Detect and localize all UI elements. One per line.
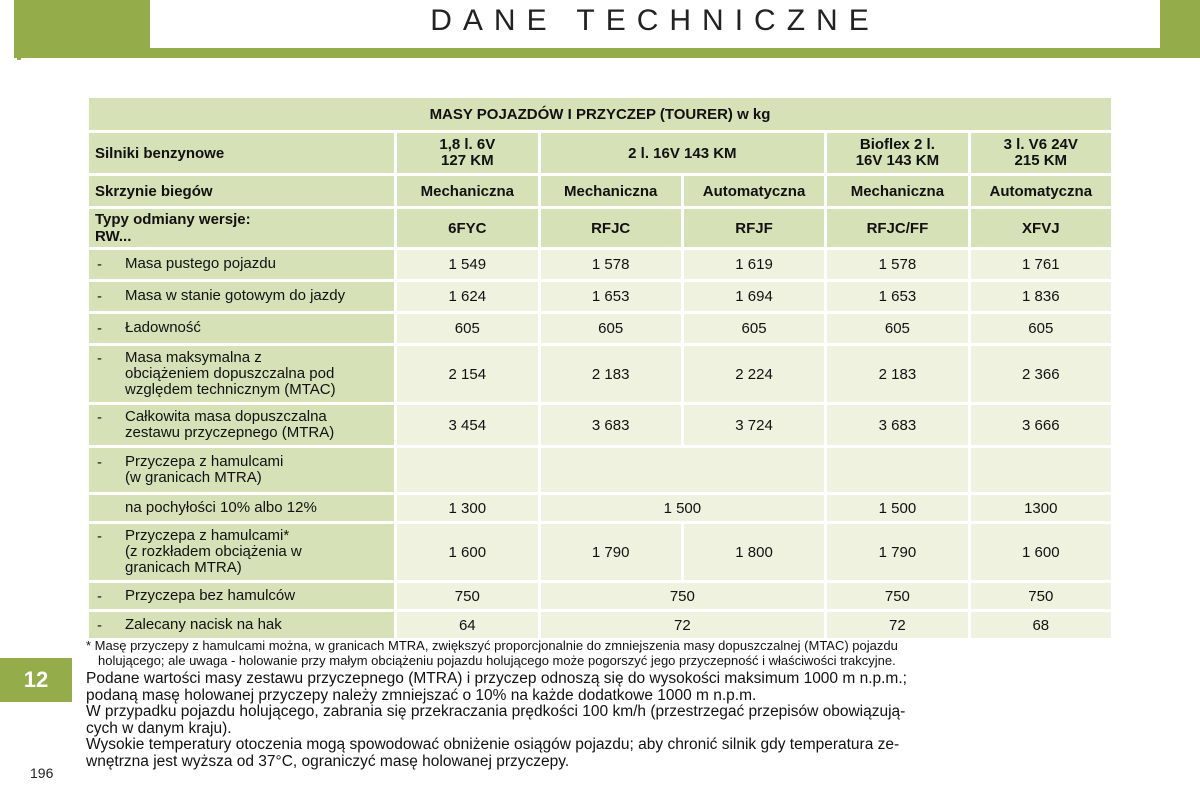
row-dash: -	[97, 454, 102, 471]
value-cell: 72	[827, 612, 967, 638]
row-label-text: na pochyłości 10% albo 12%	[125, 499, 317, 516]
table-row	[89, 583, 1111, 609]
row-dash: -	[97, 409, 102, 426]
types-row	[89, 209, 1111, 247]
table-row	[89, 346, 1111, 402]
table-title-row	[89, 98, 1111, 130]
row-label	[89, 448, 394, 492]
gearbox-label: Skrzynie biegów	[89, 176, 394, 206]
engine-1-line1: 1,8 l. 6V	[439, 136, 496, 153]
value-cell: 2 366	[971, 346, 1111, 402]
row-label	[89, 524, 394, 580]
row-label	[89, 314, 394, 343]
row-label-text: Zalecany nacisk na hak	[125, 615, 282, 633]
gearbox-cell: Automatyczna	[684, 176, 824, 206]
row-label-text: obciążeniem dopuszczalna pod	[125, 365, 335, 382]
value-cell: 750	[827, 583, 967, 609]
value-cell	[827, 448, 967, 492]
value-cell: 605	[684, 314, 824, 343]
engine-col-1	[397, 133, 537, 173]
value-cell: 1 549	[397, 250, 537, 279]
value-cell: 3 666	[971, 405, 1111, 445]
value-cell: 3 683	[827, 405, 967, 445]
row-dash: -	[97, 350, 102, 367]
value-cell: 1 624	[397, 282, 537, 311]
value-cell: 1 836	[971, 282, 1111, 311]
table-row	[89, 314, 1111, 343]
engine-col-4	[971, 133, 1111, 173]
row-label-text: Przyczepa z hamulcami	[125, 453, 284, 470]
table-row	[89, 250, 1111, 279]
row-label	[89, 346, 394, 402]
value-cell: 1 300	[397, 495, 537, 521]
value-cell	[971, 448, 1111, 492]
row-dash: -	[97, 587, 102, 605]
value-cell: 1 578	[827, 250, 967, 279]
row-label-text: Całkowita masa dopuszczalna	[125, 408, 327, 425]
row-label-text: Masa maksymalna z	[125, 349, 262, 366]
row-dash: -	[97, 616, 102, 634]
paragraph-line: W przypadku pojazdu holującego, zabrania się przekraczania prędkości 100 km/h (przestrzegać przepisów obowiązują-	[86, 703, 906, 720]
gearbox-cell: Mechaniczna	[541, 176, 681, 206]
value-cell: 1 619	[684, 250, 824, 279]
value-cell: 2 183	[827, 346, 967, 402]
value-cell: 1 600	[971, 524, 1111, 580]
info-paragraph	[86, 671, 1114, 770]
engine-4-line1: 3 l. V6 24V	[1003, 136, 1078, 153]
value-cell: 1 500	[827, 495, 967, 521]
table-row	[89, 524, 1111, 580]
row-label-text: (w granicach MTRA)	[125, 469, 262, 486]
row-dash: -	[97, 320, 102, 337]
type-cell: RFJF	[684, 209, 824, 247]
paragraph-line: wnętrzna jest wyższa od 37°C, ograniczyć masę holowanej przyczepy.	[86, 752, 570, 770]
row-label-text: zestawu przyczepnego (MTRA)	[125, 424, 335, 441]
value-cell: 1 761	[971, 250, 1111, 279]
table-title: MASY POJAZDÓW I PRZYCZEP (TOURER) w kg	[89, 98, 1111, 130]
paragraph-line: podaną masę holowanej przyczepy należy zmniejszać o 10% na każde dodatkowe 1000 m n.p.m.	[86, 686, 757, 704]
gearbox-cell: Mechaniczna	[827, 176, 967, 206]
row-label-text: Masa pustego pojazdu	[125, 255, 276, 272]
row-label	[89, 250, 394, 279]
table-row	[89, 495, 1111, 521]
type-cell: 6FYC	[397, 209, 537, 247]
page-title: DANE TECHNICZNE	[430, 4, 880, 37]
footnote-line: * Masę przyczepy z hamulcami można, w granicach MTRA, zwiększyć proporcjonalnie do zmniejszenia masy dopuszczalnej (MTAC) pojazdu	[86, 638, 898, 653]
row-label-text: granicach MTRA)	[125, 559, 242, 576]
footnote	[86, 638, 1114, 668]
paragraph-line: Wysokie temperatury otoczenia mogą spowodować obniżenie osiągów pojazdu; aby chronić silnik gdy temperatura ze-	[86, 736, 900, 753]
gearbox-cell: Mechaniczna	[397, 176, 537, 206]
table-row	[89, 448, 1111, 492]
engines-row	[89, 133, 1111, 173]
row-label-text: względem technicznym (MTAC)	[125, 381, 336, 398]
value-cell	[541, 448, 825, 492]
type-cell: RFJC	[541, 209, 681, 247]
engine-3-line2: 16V 143 KM	[855, 152, 940, 169]
gearbox-cell: Automatyczna	[971, 176, 1111, 206]
value-cell: 1 600	[397, 524, 537, 580]
value-cell: 1 500	[541, 495, 825, 521]
types-label-line2: RW...	[95, 228, 132, 245]
value-cell: 2 154	[397, 346, 537, 402]
value-cell: 1 800	[684, 524, 824, 580]
value-cell: 1 578	[541, 250, 681, 279]
row-label	[89, 282, 394, 311]
value-cell: 1300	[971, 495, 1111, 521]
value-cell: 3 683	[541, 405, 681, 445]
value-cell: 1 653	[541, 282, 681, 311]
value-cell: 605	[541, 314, 681, 343]
table-row	[89, 612, 1111, 638]
value-cell	[397, 448, 537, 492]
engine-col-3	[827, 133, 967, 173]
engine-3-line1: Bioflex 2 l.	[859, 136, 935, 153]
table-row	[89, 405, 1111, 445]
engine-1-line2: 127 KM	[441, 152, 494, 169]
gearbox-row	[89, 176, 1111, 206]
row-dash: -	[97, 256, 102, 273]
row-label	[89, 612, 394, 638]
type-cell: XFVJ	[971, 209, 1111, 247]
value-cell: 605	[397, 314, 537, 343]
value-cell: 2 224	[684, 346, 824, 402]
paragraph-line: cych w danym kraju).	[86, 719, 232, 737]
header-stripe	[17, 0, 21, 60]
row-dash: -	[97, 288, 102, 305]
row-label	[89, 405, 394, 445]
row-label-text: Ładowność	[125, 319, 201, 336]
value-cell: 3 724	[684, 405, 824, 445]
types-label	[89, 209, 394, 247]
value-cell: 750	[971, 583, 1111, 609]
value-cell: 2 183	[541, 346, 681, 402]
row-label-text: Masa w stanie gotowym do jazdy	[125, 287, 346, 304]
row-label	[89, 495, 394, 521]
value-cell: 72	[541, 612, 825, 638]
value-cell: 3 454	[397, 405, 537, 445]
value-cell: 1 790	[541, 524, 681, 580]
row-dash: -	[97, 528, 102, 545]
chapter-badge: 12	[0, 658, 72, 702]
engine-col-2: 2 l. 16V 143 KM	[541, 133, 825, 173]
type-cell: RFJC/FF	[827, 209, 967, 247]
header-gap	[0, 0, 14, 60]
weights-table	[86, 95, 1114, 641]
types-label-line1: Typy odmiany wersje:	[95, 211, 251, 228]
value-cell: 750	[397, 583, 537, 609]
table-row	[89, 282, 1111, 311]
value-cell: 750	[541, 583, 825, 609]
value-cell: 1 694	[684, 282, 824, 311]
engines-label: Silniki benzynowe	[89, 133, 394, 173]
value-cell: 68	[971, 612, 1111, 638]
row-label-text: Przyczepa z hamulcami*	[125, 527, 290, 544]
engine-4-line2: 215 KM	[1014, 152, 1068, 169]
value-cell: 605	[827, 314, 967, 343]
value-cell: 1 653	[827, 282, 967, 311]
row-label	[89, 583, 394, 609]
footnote-line: holującego; ale uwaga - holowanie przy małym obciążeniu pojazdu holującego może pogorszyć jego przyczepność i właściwości trakcyjne.	[98, 653, 896, 668]
row-label-text: (z rozkładem obciążenia w	[125, 543, 302, 560]
value-cell: 1 790	[827, 524, 967, 580]
page-number: 196	[30, 765, 54, 781]
row-label-text: Przyczepa bez hamulców	[125, 586, 296, 604]
paragraph-line: Podane wartości masy zestawu przyczepnego (MTRA) i przyczep odnoszą się do wysokości maksimum 1000 m n.p.m.;	[86, 670, 907, 687]
value-cell: 605	[971, 314, 1111, 343]
value-cell: 64	[397, 612, 537, 638]
